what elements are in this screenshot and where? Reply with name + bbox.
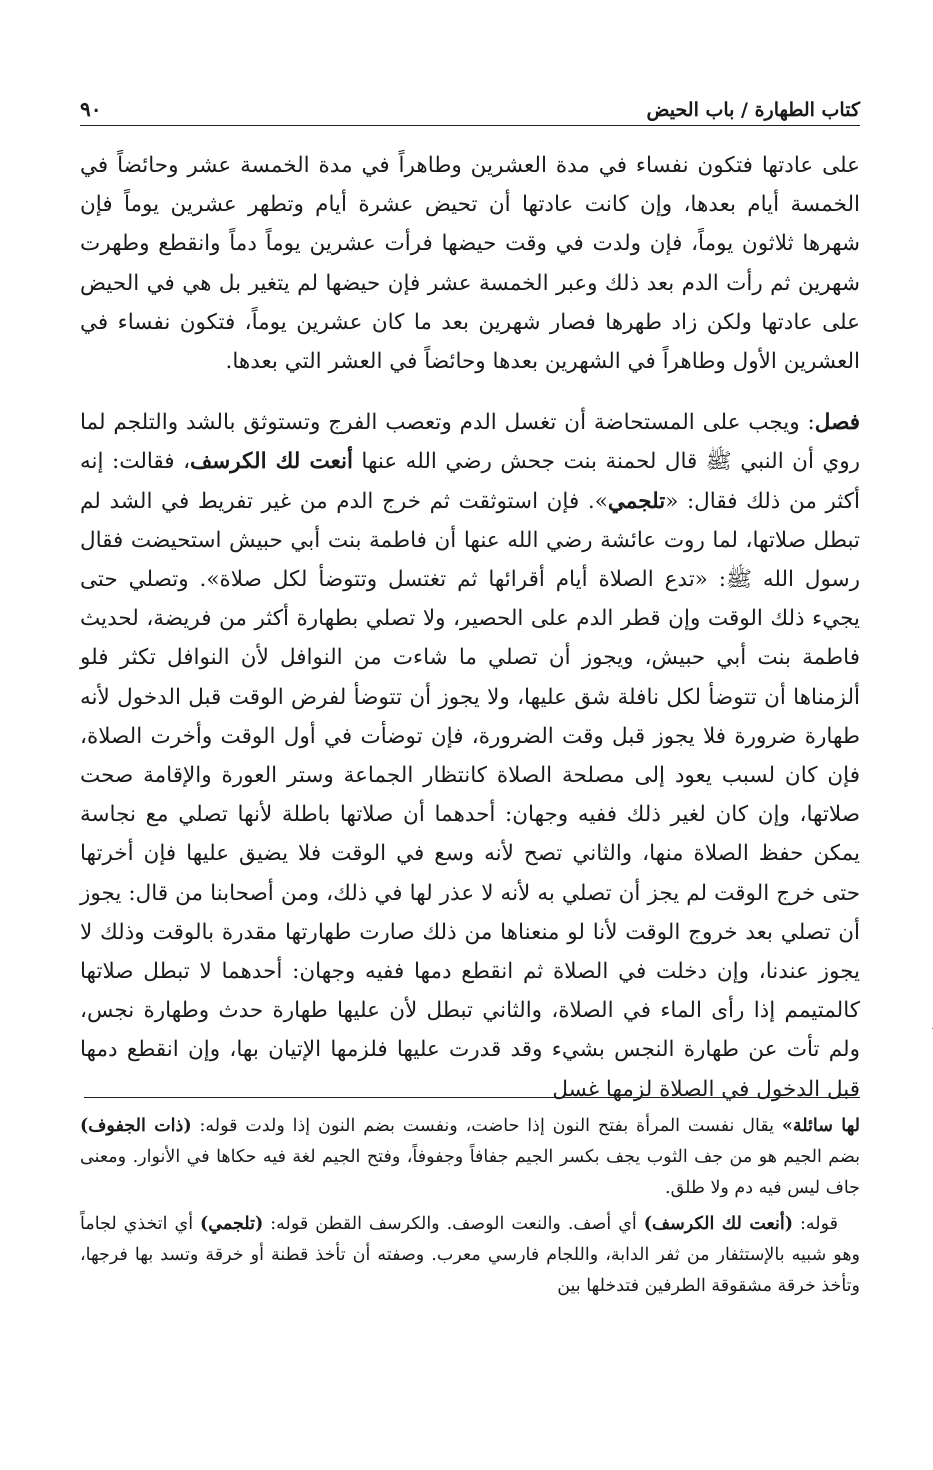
note-term: (تلجمي) [200,1214,264,1234]
section-label: فصل [814,410,860,436]
footnotes [80,1111,860,1302]
paragraph-2: فصل: ويجب على المستحاضة أن تغسل الدم وتعصب الفرج وتستوثق بالشد والتلجم لما روي أن النبي ﷺ قال لحمنة بنت جحش رضي الله عنها أنعت لك الكرسف، فقالت: إنه أكثر من ذلك فقال: «تلجمي». فإن استوثقت ثم خرج الدم من غير تفريط في الشد لم تبطل صلاتها، لما روت عائشة رضي الله عنها أن فاطمة بنت أبي حبيش استحيضت فقال رسول الله ﷺ: «تدع الصلاة أيام أقرائها ثم تغتسل وتتوضأ لكل صلاة». وتصلي حتى يجيء ذلك الوقت وإن قطر الدم على الحصير، ولا تصلي بطهارة أكثر من فريضة، لحديث فاطمة بنت أبي حبيش، ويجوز أن تصلي ما شاءت من النوافل لأن النوافل تكثر فلو ألزمناها أن تتوضأ لكل نافلة شق عليها، ولا يجوز أن تتوضأ لفرض الوقت قبل الدخول لأنه طهارة ضرورة فلا يجوز قبل وقت الضرورة، فإن توضأت في أول الوقت وأخرت الصلاة، فإن كان لسبب يعود إلى مصلحة الصلاة كانتظار الجماعة وستر العورة والإقامة صحت صلاتها، وإن كان لغير ذلك ففيه وجهان: أحدهما أن صلاتها باطلة لأنها تصلي مع نجاسة يمكن حفظ الصلاة منها، والثاني تصح لأنه وسع في الوقت فلا يضيق عليها فإن أخرتها حتى خرج الوقت لم يجز أن تصلي به لأنه لا عذر لها في ذلك، ومن أصحابنا من قال: يجوز أن تصلي بعد خروج الوقت لأنا لو منعناها من ذلك صارت طهارتها مقدرة بالوقت وذلك لا يجوز عندنا، وإن دخلت في الصلاة ثم انقطع دمها ففيه وجهان: أحدهما لا تبطل صلاتها كالمتيمم إذا رأى الماء في الصلاة، والثاني تبطل لأن عليها طهارة حدث وطهارة نجس، ولم تأت عن طهارة النجس بشيء وقد قدرت عليها فلزمها الإتيان بها، وإن انقطع دمها قبل الدخول في الصلاة لزمها غسل [80,410,861,1102]
paragraph-1: على عادتها فتكون نفساء في مدة العشرين وطاهراً في مدة الخمسة عشر وحائضاً في الخمسة أيام بعدها، وإن كانت عادتها أن تحيض عشرة أيام وتطهر عشرين يوماً فإن شهرها ثلاثون يوماً، فإن ولدت في وقت حيضها فرأت عشرين يوماً دماً وانقطع وطهرت شهرين ثم رأت الدم بعد ذلك وعبر الخمسة عشر فإن حيضها لم يتغير بل هي في الحيض على عادتها ولكن زاد طهرها فصار شهرين بعد ما كان عشرين يوماً، فتكون نفساء في العشرين الأول وطاهراً في الشهرين بعدها وحائضاً في العشر التي بعدها. [80,153,860,375]
running-title: كتاب الطهارة / باب الحيض [646,99,860,121]
footnote-2: قوله: (أنعت لك الكرسف) أي أصف. والنعت الوصف. والكرسف القطن قوله: (تلجمي) أي اتخذي لجاماً وهو شبيه بالإستثفار من ثفر الدابة، واللجام فارسي معرب. وصفته أن تأخذ قطنة أو خرقة وتسد بها فرجها، وتأخذ خرقة مشقوقة الطرفين فتدخلها بين [80,1214,860,1296]
page-number: ٩٠ [80,97,102,121]
bold-phrase: أنعت لك الكرسف [190,449,353,475]
note-term: (ذات الجفوف) [80,1116,192,1136]
page-header [80,96,860,126]
footnote-divider [84,1097,860,1098]
main-text [80,146,860,1109]
note-term: (أنعت لك الكرسف) [643,1214,794,1234]
note-term: لها سائلة» [781,1116,861,1136]
footnote-1: لها سائلة» يقال نفست المرأة بفتح النون إذا حاضت، ونفست بضم النون إذا ولدت قوله: (ذات الجفوف) بضم الجيم هو من جف الثوب يجف بكسر الجيم جفافاً وجفوفاً، وفتح الجيم لغة فيه حكاها في الأنوار. ومعنى جاف ليس فيه دم ولا طلق. [80,1116,861,1198]
bold-phrase: تلجمي [607,488,666,514]
